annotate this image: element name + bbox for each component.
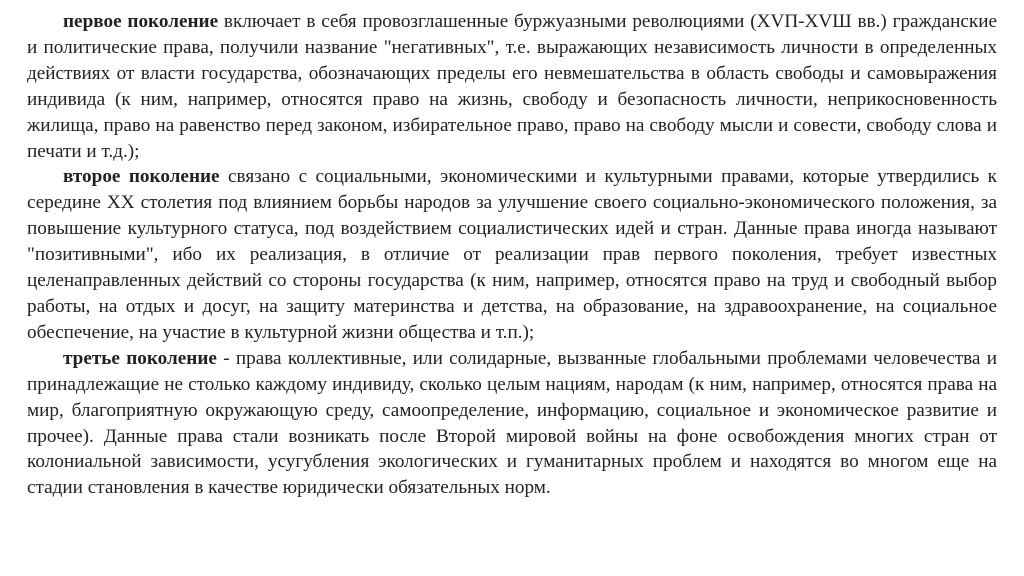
paragraph-first-generation — [27, 9, 997, 164]
paragraph-third-generation — [27, 346, 997, 501]
term-second-generation: второе поколение — [63, 166, 220, 188]
document-body — [27, 9, 997, 501]
paragraph-text: - права коллективные, или солидарные, вызванные глобальными проблемами человечества и принадлежащие не столько каждому индивиду, сколько целым нациям, народам (к ним, например, относятся права на мир, благоприятную окружающую среду, самоопределение, информацию, социальное и экономическое развитие и прочее). Данные права стали возникать после Второй мировой войны на фоне освобождения многих стран от колониальной зависимости, усугубления экологических и гуманитарных проблем и находятся во многом еще на стадии становления в качестве юридически обязательных норм. — [27, 347, 997, 499]
term-first-generation: первое поколение — [63, 11, 219, 32]
term-third-generation: третье поколение — [63, 347, 217, 369]
paragraph-second-generation — [27, 164, 997, 345]
paragraph-text: связано с социальными, экономическими и культурными правами, которые утвердились к середине XX столетия под влиянием борьбы народов за улучшение своего социально-экономического положения, за повышение культурного статуса, под воздействием социалистических идей и стран. Данные права иногда называют "позитивными", ибо их реализация, в отличие от реализации прав первого поколения, требует известных целенаправленных действий со стороны государства (к ним, например, относятся право на труд и свободный выбор работы, на отдых и досуг, на защиту материнства и детства, на образование, на здравоохранение, на социальное обеспечение, на участие в культурной жизни общества и т.п.); — [27, 166, 997, 343]
paragraph-text: включает в себя провозглашенные буржуазными революциями (XVП-XVШ вв.) гражданские и политические права, получили название "негативных", т.е. выражающих независимость личности в определенных действиях от власти государства, обозначающих пределы его невмешательства в область свободы и самовыражения индивида (к ним, например, относятся право на жизнь, свободу и безопасность личности, неприкосновенность жилища, право на равенство перед законом, избирательное право, право на свободу мысли и совести, свободу слова и печати и т.д.); — [27, 11, 997, 162]
